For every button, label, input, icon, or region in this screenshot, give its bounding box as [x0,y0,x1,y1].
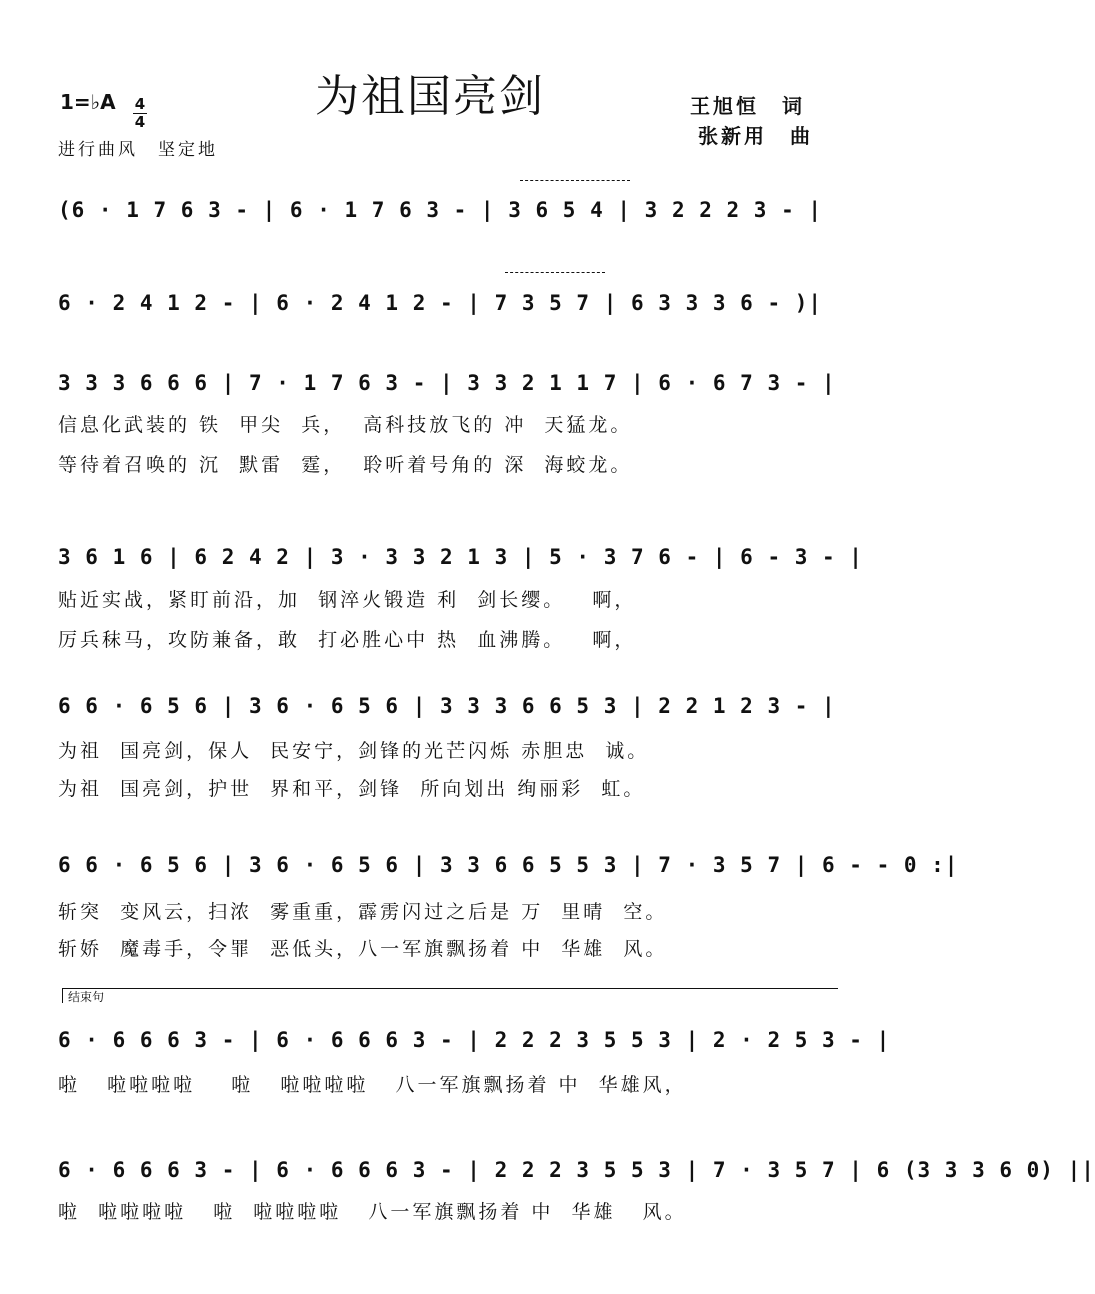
lyricist-credit: 王旭恒 词 [690,94,805,118]
score-row-7 [58,1020,891,1060]
lyric-row-3-verse-2: 等待着召唤的 沉 默雷 霆， 聆听着号角的 深 海蛟龙。 [58,454,633,476]
lyric-row-5-verse-1: 为祖 国亮剑，保人 民安宁，剑锋的光芒闪烁 赤胆忠 诚。 [58,740,650,762]
notes-row-8: 6 · 6 6 6 3 - | 6 · 6 6 6 3 - | 2 2 2 3 5 5 3 | 7 · 3 5 7 | 6 (3 3 3 6 0) || [58,1158,1095,1182]
notes-row-2: 6 · 2 4 1 2 - | 6 · 2 4 1 2 - | 7 3 5 7 | 6 3 3 3 6 - )| [58,291,823,315]
ending-bracket [62,988,838,1003]
song-title: 为祖国亮剑 [315,71,545,122]
score-row-4 [58,537,863,577]
score-row-3 [58,363,848,403]
score-row-1 [58,190,848,230]
key-signature: 1=♭A [60,90,116,114]
tenuto-marks [520,180,630,182]
ending-label: 结束句 [68,990,105,1004]
lyric-row-7: 啦 啦啦啦啦 啦 啦啦啦啦 八一军旗飘扬着 中 华雄风， [58,1074,687,1096]
lyric-row-6-verse-2: 斩娇 魔毒手，令罪 恶低头，八一军旗飘扬着 中 华雄 风。 [58,938,668,960]
lyric-row-3-verse-1: 信息化武装的 铁 甲尖 兵， 高科技放飞的 冲 天猛龙。 [58,414,633,436]
score-row-5 [58,686,848,726]
notes-row-6: 6 6 · 6 5 6 | 3 6 · 6 5 6 | 3 3 6 6 5 5 3 | 7 · 3 5 7 | 6 - - 0 :| [58,853,959,877]
time-signature [133,96,147,131]
score-row-2 [58,283,848,323]
notes-row-5: 6 6 · 6 5 6 | 3 6 · 6 5 6 | 3 3 3 6 6 5 3 | 2 2 1 2 3 - | [58,694,836,718]
tenuto-marks-2 [505,272,605,274]
notes-row-7: 6 · 6 6 6 3 - | 6 · 6 6 6 3 - | 2 2 2 3 5 5 3 | 2 · 2 5 3 - | [58,1028,891,1052]
lyric-row-6-verse-1: 斩突 变风云，扫浓 雾重重，霹雳闪过之后是 万 里晴 空。 [58,901,668,923]
tempo-marking: 进行曲风 坚定地 [58,140,218,160]
lyric-row-8: 啦 啦啦啦啦 啦 啦啦啦啦 八一军旗飘扬着 中 华雄 风。 [58,1201,687,1223]
composer-credit: 张新用 曲 [698,124,813,148]
score-row-8 [58,1150,1095,1190]
lyric-row-4-verse-2: 厉兵秣马，攻防兼备，敢 打必胜心中 热 血沸腾。 啊， [58,629,637,651]
time-signature-top: 4 [134,95,146,113]
notes-row-3: 3 3 3 6 6 6 | 7 · 1 7 6 3 - | 3 3 2 1 1 7 | 6 · 6 7 3 - | [58,371,836,395]
time-signature-bottom: 4 [134,113,146,131]
score-row-6 [58,845,959,885]
lyric-row-4-verse-1: 贴近实战，紧盯前沿，加 钢淬火锻造 利 剑长缨。 啊， [58,589,637,611]
lyric-row-5-verse-2: 为祖 国亮剑，护世 界和平，剑锋 所向划出 绚丽彩 虹。 [58,778,646,800]
notes-row-1: (6 · 1 7 6 3 - | 6 · 1 7 6 3 - | 3 6 5 4 | 3 2 2 2 3 - | [58,198,823,222]
notes-row-4: 3 6 1 6 | 6 2 4 2 | 3 · 3 3 2 1 3 | 5 · 3 7 6 - | 6 - 3 - | [58,545,863,569]
